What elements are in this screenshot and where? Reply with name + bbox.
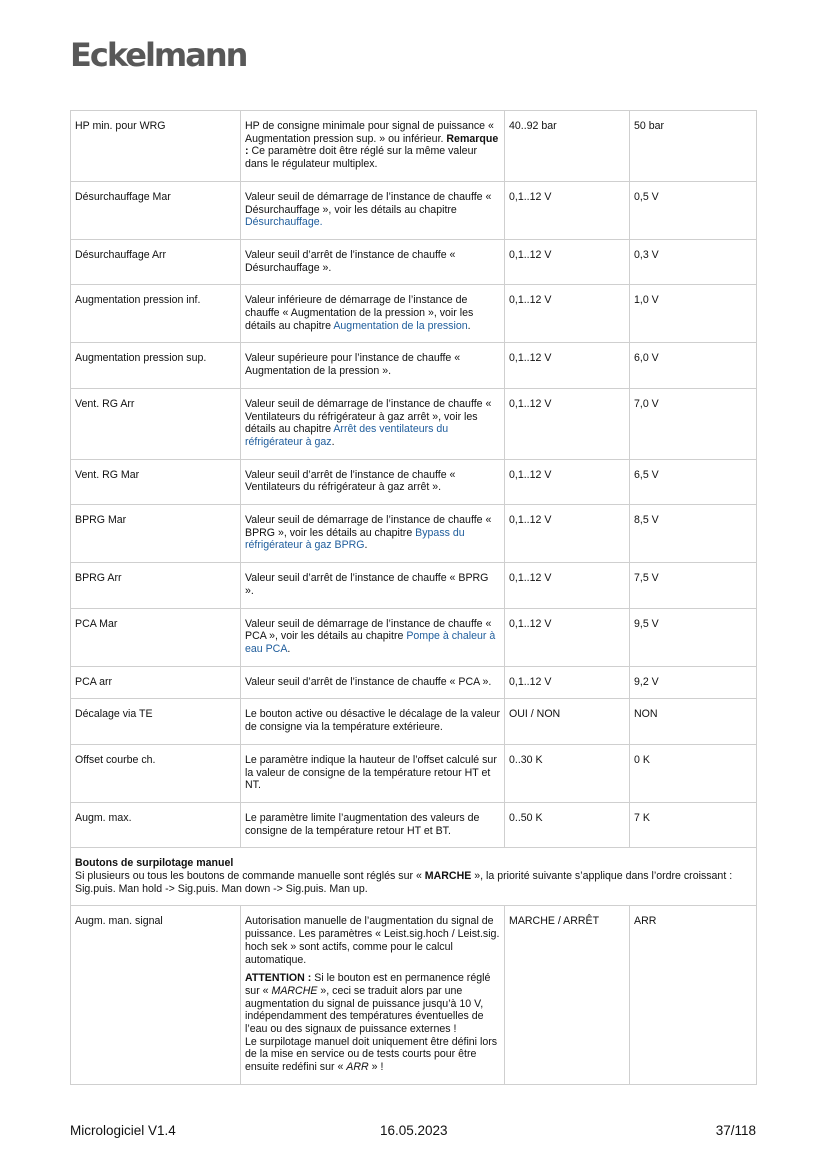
parameter-default: 7,0 V <box>630 388 757 459</box>
text-run: Valeur inférieure de démarrage de l’instance de chauffe « Augmentation de la pression », voir les détails au chapitre <box>245 294 474 332</box>
parameter-description <box>241 181 505 239</box>
parameter-range: 0,1..12 V <box>505 666 630 699</box>
parameter-default: 7,5 V <box>630 563 757 608</box>
parameter-range: 0,1..12 V <box>505 239 630 284</box>
text-run: Valeur supérieure pour l’instance de chauffe « Augmentation de la pression ». <box>245 352 461 378</box>
text-run: . <box>467 319 471 332</box>
parameter-description <box>241 906 505 1084</box>
parameter-name: BPRG Arr <box>71 563 241 608</box>
emphasis-text: MARCHE <box>424 870 472 883</box>
text-run: Valeur seuil de démarrage de l’instance de chauffe « Ventilateurs du réfrigérateur à gaz arrêt », voir les détails au chapitre <box>245 397 492 436</box>
text-run: HP de consigne minimale pour signal de puissance « Augmentation pression sup. » ou inférieur. <box>245 120 494 145</box>
table-row <box>71 459 757 504</box>
table-row <box>71 699 757 744</box>
parameter-default: 8,5 V <box>630 505 757 563</box>
parameter-default: 0,3 V <box>630 239 757 284</box>
text-run: Valeur seuil d’arrêt de l’instance de chauffe « BPRG ». <box>245 572 489 597</box>
parameter-name: Augm. man. signal <box>71 906 241 1084</box>
parameter-name: Offset courbe ch. <box>71 744 241 802</box>
parameter-name: PCA arr <box>71 666 241 699</box>
text-run: Le paramètre indique la hauteur de l’offset calculé sur la valeur de consigne de la température retour HT et NT. <box>245 753 497 792</box>
parameter-description <box>241 343 505 388</box>
parameter-default: 50 bar <box>630 111 757 182</box>
parameter-default: 1,0 V <box>630 285 757 343</box>
table-row <box>71 608 757 666</box>
parameter-description <box>241 744 505 802</box>
parameter-default: 6,5 V <box>630 459 757 504</box>
parameter-description <box>241 239 505 284</box>
text-run: Valeur seuil de démarrage de l’instance de chauffe « PCA », voir les détails au chapitre <box>245 617 492 643</box>
text-run: Valeur seuil d’arrêt de l’instance de chauffe « Ventilateurs du réfrigérateur à gaz arrêt ». <box>245 468 456 494</box>
section-cell <box>71 848 757 906</box>
text-run: Valeur seuil d’arrêt de l’instance de chauffe « PCA ». <box>245 675 492 688</box>
parameter-name: Augm. max. <box>71 802 241 847</box>
table-row <box>71 802 757 847</box>
parameter-name: HP min. pour WRG <box>71 111 241 182</box>
parameter-default: 6,0 V <box>630 343 757 388</box>
text-run: Valeur seuil de démarrage de l’instance de chauffe « BPRG », voir les détails au chapitre <box>245 514 492 539</box>
table-row <box>71 111 757 182</box>
italic-text: MARCHE <box>271 984 318 997</box>
chapter-link[interactable]: Pompe à chaleur à eau PCA <box>245 630 496 655</box>
parameter-name: BPRG Mar <box>71 505 241 563</box>
parameter-default: ARR <box>630 906 757 1084</box>
parameter-name: Augmentation pression inf. <box>71 285 241 343</box>
parameter-description <box>241 388 505 459</box>
parameter-description <box>241 802 505 847</box>
parameter-name: Vent. RG Arr <box>71 388 241 459</box>
parameter-default: 9,5 V <box>630 608 757 666</box>
parameter-name: PCA Mar <box>71 608 241 666</box>
text-run: », la priorité suivante s’applique dans l’ordre croissant : Sig.puis. Man hold -> Sig.puis. Man down -> Sig.puis. Man up. <box>75 870 733 895</box>
section-title: Boutons de surpilotage manuel <box>75 857 234 870</box>
footer-page-number: 37/118 <box>715 1123 756 1138</box>
parameter-name: Désurchauffage Arr <box>71 239 241 284</box>
parameter-range: 0,1..12 V <box>505 181 630 239</box>
parameter-range: 0,1..12 V <box>505 388 630 459</box>
parameter-range: OUI / NON <box>505 699 630 744</box>
parameter-range: MARCHE / ARRÊT <box>505 906 630 1084</box>
text-run: », ceci se traduit alors par une augmentation du signal de puissance jusqu’à 10 V, indépendamment des températures éventuelles de l’eau ou des signaux de puissance externes ! Le surpilotage manuel doit uniquement être défini lors de la mise en service ou de tests courts pour être ensuite redéfini sur « <box>245 984 498 1074</box>
parameter-description <box>241 608 505 666</box>
parameter-range: 0,1..12 V <box>505 563 630 608</box>
parameter-default: 7 K <box>630 802 757 847</box>
parameter-range: 0,1..12 V <box>505 459 630 504</box>
section-text <box>75 870 752 895</box>
parameter-default: 9,2 V <box>630 666 757 699</box>
parameter-default: 0,5 V <box>630 181 757 239</box>
text-run: Si plusieurs ou tous les boutons de commande manuelle sont réglés sur « <box>75 870 425 883</box>
parameter-range: 0,1..12 V <box>505 505 630 563</box>
parameter-description <box>241 111 505 182</box>
parameter-range: 40..92 bar <box>505 111 630 182</box>
text-run: Ce paramètre doit être réglé sur la même valeur dans le régulateur multiplex. <box>245 145 477 171</box>
footer-date: 16.05.2023 <box>380 1123 448 1138</box>
chapter-link[interactable]: Désurchauffage. <box>245 216 323 229</box>
parameter-range: 0,1..12 V <box>505 285 630 343</box>
italic-text: ARR <box>346 1061 369 1074</box>
parameter-table <box>70 110 757 1085</box>
parameter-description <box>241 459 505 504</box>
company-logo: Eckelmann <box>70 36 247 74</box>
parameter-default: NON <box>630 699 757 744</box>
text-run: » ! <box>368 1061 384 1074</box>
parameter-description <box>241 666 505 699</box>
chapter-link[interactable]: Augmentation de la pression <box>333 319 468 332</box>
text-run: . <box>287 642 291 655</box>
chapter-link[interactable]: Bypass du réfrigérateur à gaz BPRG <box>245 526 465 552</box>
parameter-name: Augmentation pression sup. <box>71 343 241 388</box>
warning-paragraph <box>245 972 500 1074</box>
table-row <box>71 239 757 284</box>
parameter-name: Décalage via TE <box>71 699 241 744</box>
text-run: Le bouton active ou désactive le décalage de la valeur de consigne via la température extérieure. <box>245 708 501 734</box>
parameter-range: 0..30 K <box>505 744 630 802</box>
table-row <box>71 181 757 239</box>
text-run: Valeur seuil de démarrage de l’instance de chauffe « Désurchauffage », voir les détails au chapitre <box>245 190 492 216</box>
emphasis-text: Remarque : <box>245 132 499 158</box>
parameter-description <box>241 505 505 563</box>
table-row <box>71 563 757 608</box>
table-row <box>71 744 757 802</box>
parameter-description <box>241 699 505 744</box>
parameter-range: 0,1..12 V <box>505 608 630 666</box>
parameter-description <box>241 563 505 608</box>
parameter-default: 0 K <box>630 744 757 802</box>
text-run: . <box>364 539 368 552</box>
table-row <box>71 666 757 699</box>
chapter-link[interactable]: Arrêt des ventilateurs du réfrigérateur à gaz <box>245 423 449 448</box>
table-row <box>71 285 757 343</box>
parameter-name: Vent. RG Mar <box>71 459 241 504</box>
emphasis-text: ATTENTION : <box>245 972 312 985</box>
parameter-name: Désurchauffage Mar <box>71 181 241 239</box>
parameter-description <box>241 285 505 343</box>
description-paragraph <box>245 915 500 966</box>
text-run: Le paramètre limite l’augmentation des valeurs de consigne de la température retour HT et BT. <box>245 811 480 837</box>
parameter-range: 0,1..12 V <box>505 343 630 388</box>
text-run: Valeur seuil d’arrêt de l’instance de chauffe « Désurchauffage ». <box>245 248 456 274</box>
table-row <box>71 505 757 563</box>
section-row <box>71 848 757 906</box>
footer-firmware-version: Micrologiciel V1.4 <box>70 1123 176 1138</box>
text-run: Autorisation manuelle de l’augmentation du signal de puissance. Les paramètres « Leist.sig.hoch / Leist.sig. hoch sek » sont actifs, comme pour le calcul automatique. <box>245 915 500 966</box>
text-run: Si le bouton est en permanence réglé sur « <box>245 972 491 997</box>
table-row <box>71 343 757 388</box>
parameter-range: 0..50 K <box>505 802 630 847</box>
table-row <box>71 906 757 1084</box>
text-run: . <box>331 435 335 448</box>
table-row <box>71 388 757 459</box>
